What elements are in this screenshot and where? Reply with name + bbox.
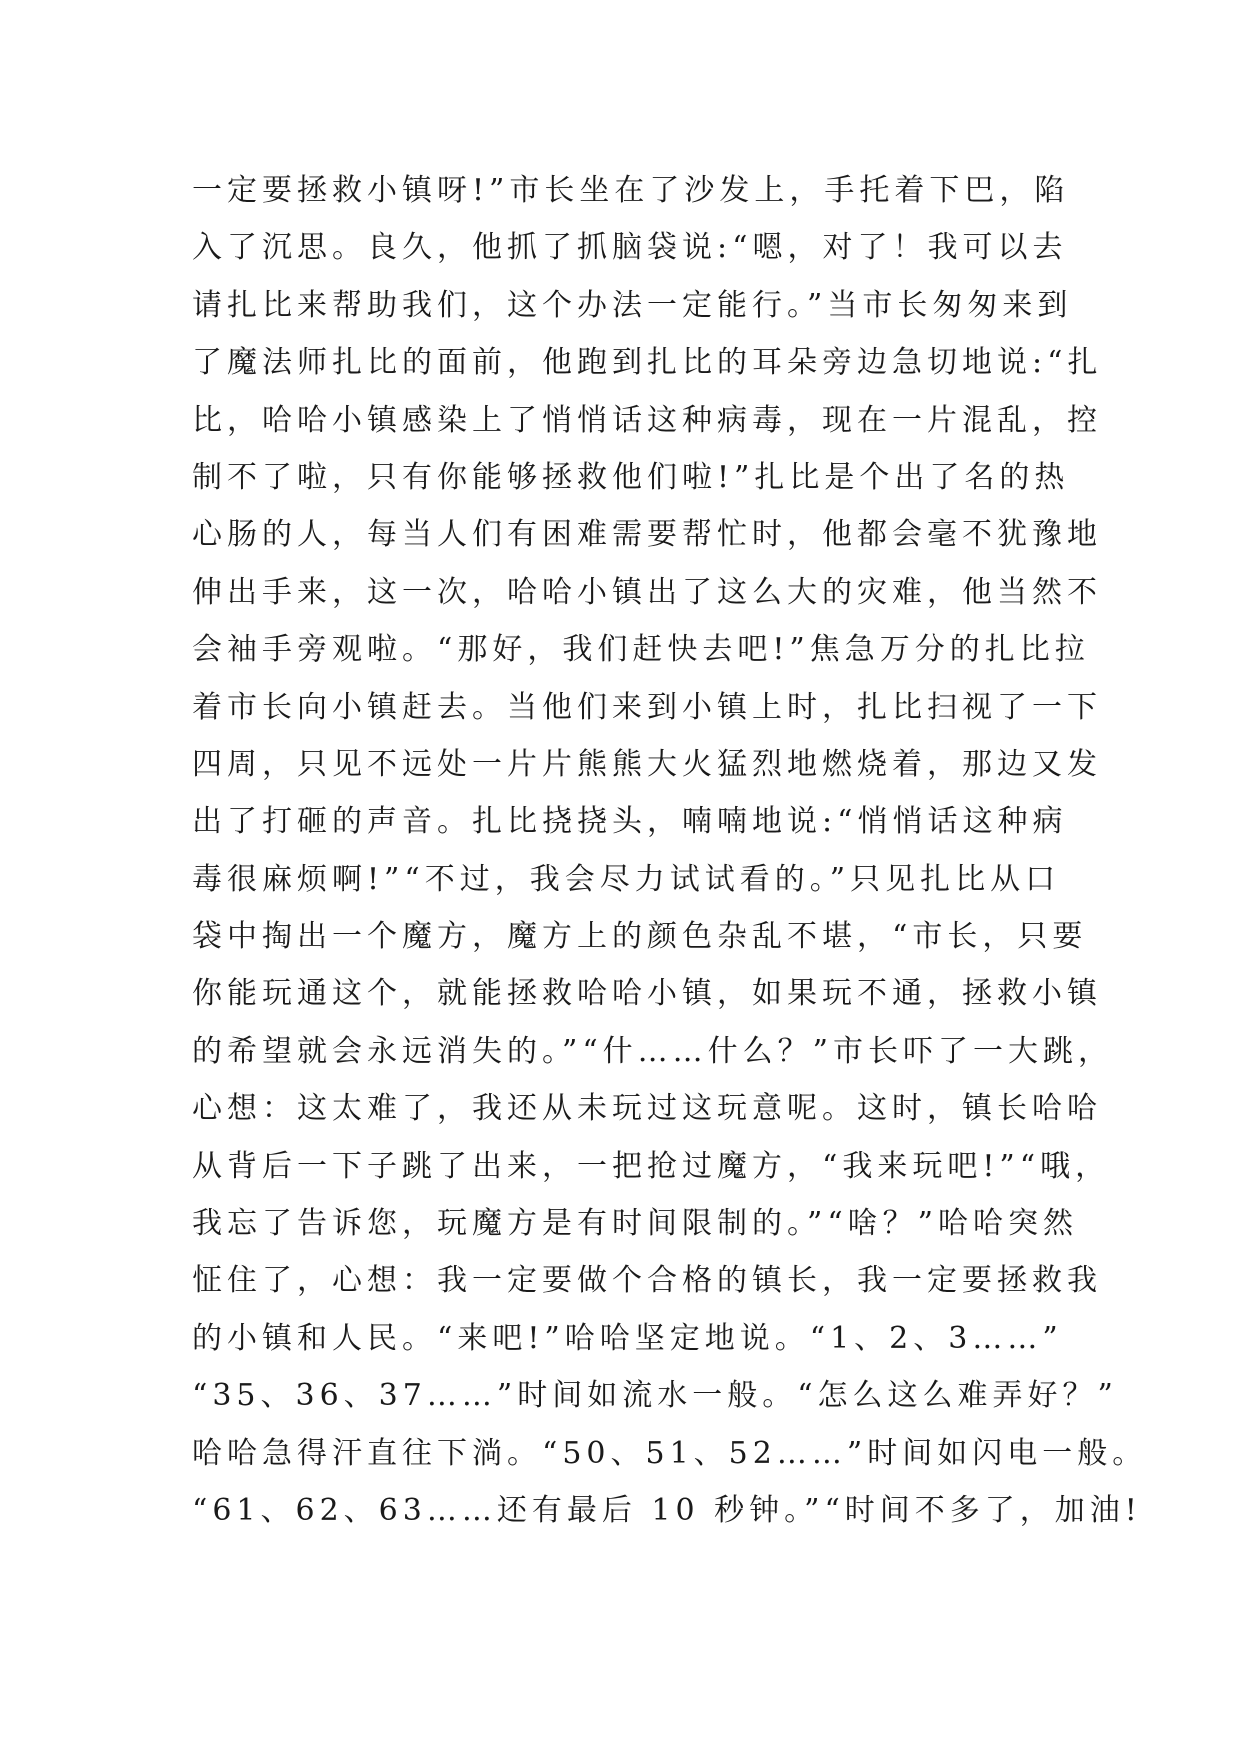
text-line-24: “61、62、63……还有最后 10 秒钟。”“时间不多了，加油! bbox=[192, 1492, 1142, 1528]
text-line-16: 的希望就会永远消失的。”“什……什么？”市长吓了一大跳， bbox=[192, 1033, 1114, 1069]
text-line-17: 心想：这太难了，我还从未玩过这玩意呢。这时，镇长哈哈 bbox=[192, 1091, 1102, 1127]
text-line-15: 你能玩通这个，就能拯救哈哈小镇，如果玩不通，拯救小镇 bbox=[192, 976, 1102, 1012]
text-line-22: “35、36、37……”时间如流水一般。“怎么这么难弄好？” bbox=[192, 1378, 1118, 1414]
text-line-6: 制不了啦，只有你能够拯救他们啦!”扎比是个出了名的热 bbox=[192, 459, 1070, 495]
text-line-18: 从背后一下子跳了出来，一把抢过魔方，“我来玩吧!”“哦， bbox=[192, 1148, 1111, 1184]
text-line-12: 出了打砸的声音。扎比挠挠头，喃喃地说:“悄悄话这种病 bbox=[192, 804, 1068, 840]
text-line-1: 一定要拯救小镇呀!”市长坐在了沙发上，手托着下巴，陷 bbox=[192, 173, 1070, 208]
text-line-8: 伸出手来，这一次，哈哈小镇出了这么大的灾难，他当然不 bbox=[192, 574, 1102, 610]
text-line-20: 怔住了，心想：我一定要做个合格的镇长，我一定要拯救我 bbox=[192, 1263, 1102, 1299]
text-line-11: 四周，只见不远处一片片熊熊大火猛烈地燃烧着，那边又发 bbox=[192, 746, 1102, 782]
text-line-21: 的小镇和人民。“来吧!”哈哈坚定地说。“1、2、3……” bbox=[192, 1320, 1063, 1356]
text-line-23: 哈哈急得汗直往下淌。“50、51、52……”时间如闪电一般。 bbox=[192, 1435, 1148, 1471]
text-line-4: 了魔法师扎比的面前，他跑到扎比的耳朵旁边急切地说:“扎 bbox=[192, 345, 1103, 381]
text-line-13: 毒很麻烦啊!”“不过，我会尽力试试看的。”只见扎比从口 bbox=[192, 861, 1061, 897]
story-body-text bbox=[192, 162, 1148, 1539]
text-line-14: 袋中掏出一个魔方，魔方上的颜色杂乱不堪，“市长，只要 bbox=[192, 919, 1088, 955]
text-line-19: 我忘了告诉您，玩魔方是有时间限制的。”“啥？”哈哈突然 bbox=[192, 1206, 1079, 1242]
text-line-10: 着市长向小镇赶去。当他们来到小镇上时，扎比扫视了一下 bbox=[192, 689, 1102, 725]
text-line-3: 请扎比来帮助我们，这个办法一定能行。”当市长匆匆来到 bbox=[192, 287, 1073, 323]
text-line-2: 入了沉思。良久，他抓了抓脑袋说:“嗯，对了！我可以去 bbox=[192, 230, 1068, 266]
text-line-5: 比，哈哈小镇感染上了悄悄话这种病毒，现在一片混乱，控 bbox=[192, 402, 1102, 438]
text-line-9: 会袖手旁观啦。“那好，我们赶快去吧!”焦急万分的扎比拉 bbox=[192, 632, 1090, 668]
text-line-7: 心肠的人，每当人们有困难需要帮忙时，他都会毫不犹豫地 bbox=[192, 517, 1102, 553]
